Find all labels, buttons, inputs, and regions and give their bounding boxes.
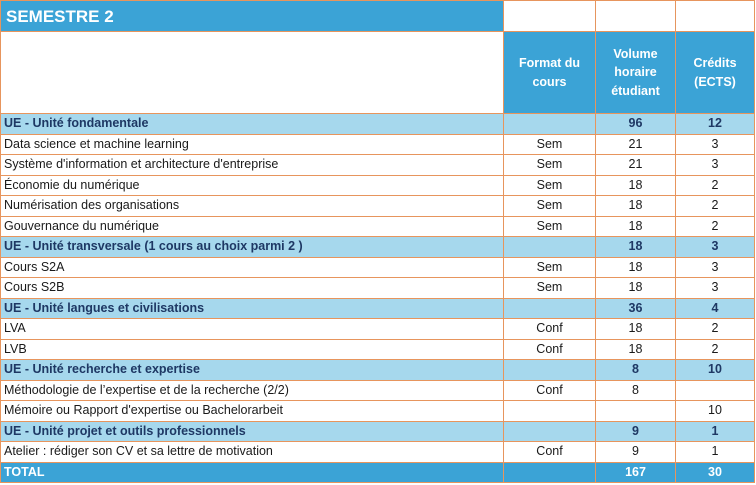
row-format — [504, 421, 596, 442]
row-label: Cours S2A — [1, 257, 504, 278]
row-label: LVA — [1, 319, 504, 340]
row-label: Data science et machine learning — [1, 134, 504, 155]
title-row — [1, 1, 755, 32]
row-volume: 8 — [596, 380, 676, 401]
row-format: Conf — [504, 319, 596, 340]
row-credits: 3 — [676, 257, 755, 278]
header-row — [1, 32, 755, 114]
row-volume: 167 — [596, 462, 676, 483]
row-credits: 2 — [676, 216, 755, 237]
row-volume: 96 — [596, 114, 676, 135]
row-format: Sem — [504, 278, 596, 299]
course-row — [1, 319, 755, 340]
row-credits: 1 — [676, 442, 755, 463]
row-credits: 2 — [676, 175, 755, 196]
ue-row — [1, 114, 755, 135]
semester-table-body — [1, 1, 755, 483]
row-volume: 18 — [596, 196, 676, 217]
row-format — [504, 401, 596, 422]
course-row — [1, 380, 755, 401]
row-label: UE - Unité transversale (1 cours au choix parmi 2 ) — [1, 237, 504, 258]
row-credits: 3 — [676, 134, 755, 155]
row-label: Mémoire ou Rapport d'expertise ou Bachelorarbeit — [1, 401, 504, 422]
row-credits: 2 — [676, 339, 755, 360]
row-format: Conf — [504, 380, 596, 401]
row-format: Conf — [504, 339, 596, 360]
row-format: Sem — [504, 216, 596, 237]
row-credits: 30 — [676, 462, 755, 483]
course-row — [1, 442, 755, 463]
header-volume: Volume horaire étudiant — [596, 32, 676, 114]
title-empty-cell — [596, 1, 676, 32]
row-volume: 36 — [596, 298, 676, 319]
row-label: Numérisation des organisations — [1, 196, 504, 217]
course-row — [1, 401, 755, 422]
ue-row — [1, 421, 755, 442]
course-row — [1, 257, 755, 278]
total-row — [1, 462, 755, 483]
row-format — [504, 114, 596, 135]
row-format — [504, 237, 596, 258]
course-row — [1, 175, 755, 196]
row-credits: 10 — [676, 360, 755, 381]
ue-row — [1, 298, 755, 319]
title-empty-cell — [504, 1, 596, 32]
row-credits: 3 — [676, 155, 755, 176]
course-row — [1, 155, 755, 176]
row-volume: 21 — [596, 155, 676, 176]
row-credits: 3 — [676, 278, 755, 299]
row-volume: 18 — [596, 339, 676, 360]
row-label: UE - Unité recherche et expertise — [1, 360, 504, 381]
row-volume: 18 — [596, 175, 676, 196]
row-volume: 18 — [596, 216, 676, 237]
course-row — [1, 134, 755, 155]
row-credits: 10 — [676, 401, 755, 422]
row-format — [504, 462, 596, 483]
row-label: Économie du numérique — [1, 175, 504, 196]
row-volume: 18 — [596, 237, 676, 258]
row-credits: 1 — [676, 421, 755, 442]
row-credits: 3 — [676, 237, 755, 258]
row-label: Gouvernance du numérique — [1, 216, 504, 237]
ue-row — [1, 360, 755, 381]
row-format: Sem — [504, 257, 596, 278]
row-label: Système d'information et architecture d'entreprise — [1, 155, 504, 176]
title-empty-cell — [676, 1, 755, 32]
row-label: Méthodologie de l’expertise et de la recherche (2/2) — [1, 380, 504, 401]
row-credits: 12 — [676, 114, 755, 135]
row-label: UE - Unité fondamentale — [1, 114, 504, 135]
header-format: Format du cours — [504, 32, 596, 114]
header-credits: Crédits (ECTS) — [676, 32, 755, 114]
row-credits: 4 — [676, 298, 755, 319]
row-label: UE - Unité langues et civilisations — [1, 298, 504, 319]
row-label: UE - Unité projet et outils professionnels — [1, 421, 504, 442]
course-row — [1, 196, 755, 217]
row-volume: 21 — [596, 134, 676, 155]
semester-title: SEMESTRE 2 — [1, 1, 504, 32]
row-format: Sem — [504, 175, 596, 196]
row-label: TOTAL — [1, 462, 504, 483]
row-volume: 8 — [596, 360, 676, 381]
row-credits: 2 — [676, 319, 755, 340]
row-volume: 18 — [596, 257, 676, 278]
row-label: LVB — [1, 339, 504, 360]
row-volume: 9 — [596, 442, 676, 463]
row-format — [504, 298, 596, 319]
row-label: Atelier : rédiger son CV et sa lettre de motivation — [1, 442, 504, 463]
row-format: Sem — [504, 196, 596, 217]
row-credits — [676, 380, 755, 401]
ue-row — [1, 237, 755, 258]
row-volume: 9 — [596, 421, 676, 442]
header-empty-cell — [1, 32, 504, 114]
row-format: Conf — [504, 442, 596, 463]
row-credits: 2 — [676, 196, 755, 217]
course-row — [1, 278, 755, 299]
course-row — [1, 339, 755, 360]
row-format — [504, 360, 596, 381]
row-format: Sem — [504, 155, 596, 176]
row-label: Cours S2B — [1, 278, 504, 299]
row-volume — [596, 401, 676, 422]
row-volume: 18 — [596, 278, 676, 299]
row-format: Sem — [504, 134, 596, 155]
course-row — [1, 216, 755, 237]
row-volume: 18 — [596, 319, 676, 340]
